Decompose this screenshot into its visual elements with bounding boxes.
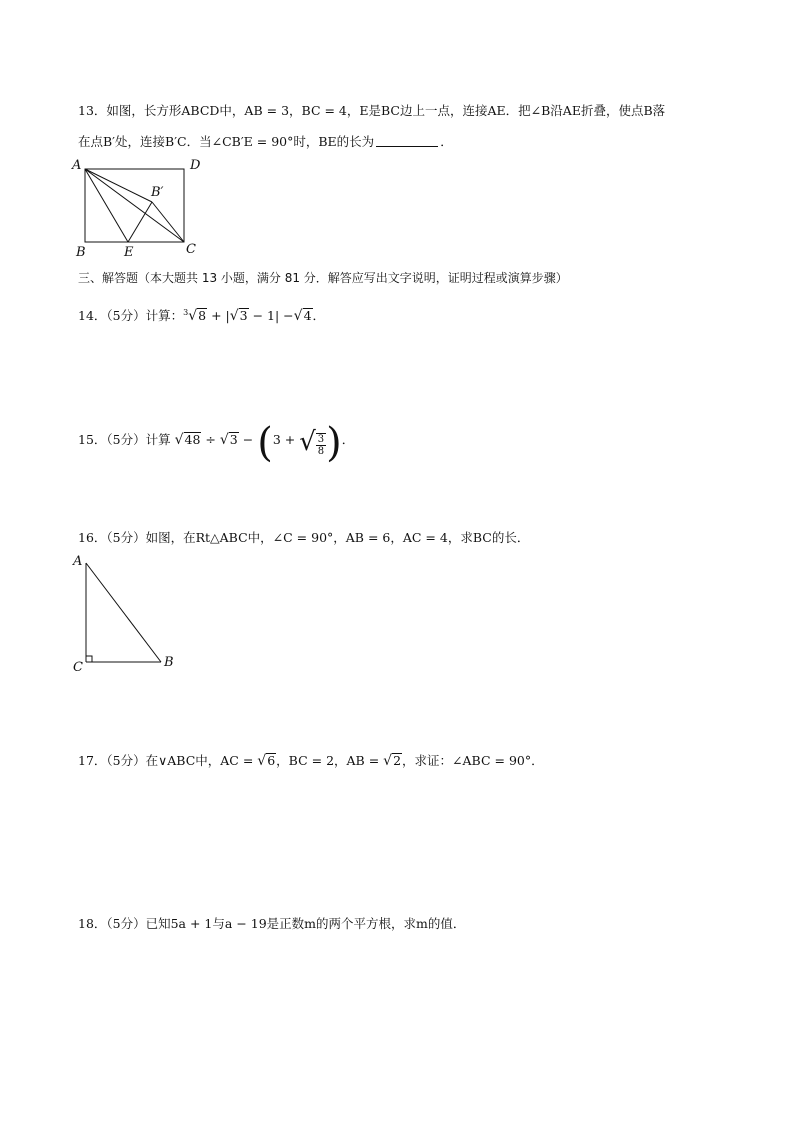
q17-suffix: ，求证：∠ABC = 90°． <box>402 753 544 768</box>
cube-root-index: 3 <box>183 308 189 317</box>
ab-side <box>86 563 161 662</box>
q15-frac-num: 3 <box>317 434 325 445</box>
label-d: D <box>190 158 201 173</box>
radical-icon: √ <box>293 308 303 325</box>
q17-sqrt2: 2 <box>393 753 402 768</box>
q14-mid: + | <box>211 308 230 324</box>
q15-frac-den: 8 <box>317 446 325 457</box>
right-angle-mark <box>86 656 92 662</box>
q14-prefix: 14．（5分）计算： <box>78 308 184 324</box>
radical-icon: √ <box>219 432 229 448</box>
q15-inner: 3 + <box>272 432 296 447</box>
q14-cube-radicand: 8 <box>198 308 207 324</box>
label-c: C <box>186 242 196 257</box>
q17-sqrt1: 6 <box>267 753 276 768</box>
q14-sqrt2: 4 <box>303 308 312 324</box>
q15-suffix: ． <box>341 432 355 447</box>
radical-icon: √ <box>257 753 267 769</box>
label-a: A <box>72 158 82 173</box>
q15-op1: ÷ <box>205 432 216 447</box>
radical-icon: √ <box>299 427 316 457</box>
radical-icon: √ <box>174 432 184 448</box>
q14-mid2: − 1| − <box>252 308 294 324</box>
q13-line2-end: ． <box>440 134 453 149</box>
label-b: B <box>76 245 86 260</box>
q17-mid: ，BC = 2，AB = <box>276 753 380 768</box>
label-b-prime: B′ <box>151 185 164 200</box>
q16-label-c: C <box>73 660 83 675</box>
q18: 18．（5分）已知5a + 1与a − 19是正数m的两个平方根，求m的值． <box>78 916 466 931</box>
q17 <box>78 753 544 769</box>
radical-icon: √ <box>229 308 239 325</box>
radical-icon: √ <box>383 753 393 769</box>
left-paren-icon: ( <box>257 420 273 466</box>
q14-suffix: ． <box>312 308 326 324</box>
q16-label-b: B <box>164 655 174 670</box>
q15-sqrt1: 48 <box>184 432 201 447</box>
q14-sqrt1: 3 <box>239 308 248 324</box>
right-paren-icon: ) <box>326 420 342 466</box>
q16-text: 16．（5分）如图，在Rt△ABC中，∠C = 90°，AB = 6，AC = 4，求BC的长． <box>78 530 530 545</box>
q16-label-a: A <box>73 554 83 569</box>
q13-line2-text: 在点B′处，连接B′C．当∠CB′E = 90°时，BE的长为 <box>78 134 375 149</box>
q17-prefix: 17．（5分）在∨ABC中，AC = <box>78 753 254 768</box>
q15-sqrt2: 3 <box>229 432 238 447</box>
q13-line1: 13．如图，长方形ABCD中，AB = 3，BC = 4，E是BC边上一点，连接AE．把∠B沿AE折叠，使点B落 <box>78 103 666 118</box>
q15-op2: − <box>242 432 254 447</box>
q15-prefix: 15．（5分）计算 <box>78 432 171 447</box>
radical-icon: √ <box>188 308 198 325</box>
section-3-heading: 三、解答题（本大题共 13 小题，满分 81 分．解答应写出文字说明，证明过程或演算步骤） <box>78 271 568 285</box>
label-e: E <box>124 245 134 260</box>
